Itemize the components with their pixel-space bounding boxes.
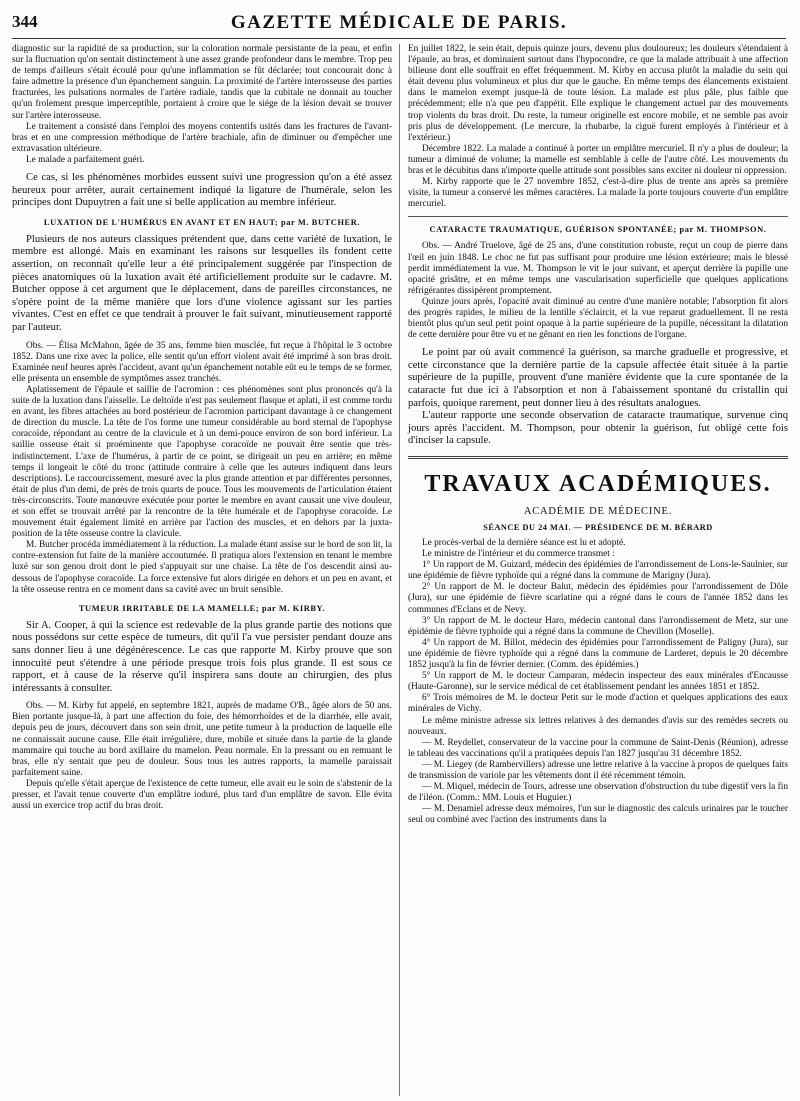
- paragraph: Le point par où avait commencé la guérison, sa marche graduelle et progressive, et cette circonstance que la dernière partie de la capsule affectée était située à la partie supérieure de la pupille, prouvent d'une manière évidente que la cure spontanée de la cataracte fut due ici à l'absorption et non à l'abaissement spontané du cristallin qui parfois, quoique rarement, peut donner lieu à des résultats analogues.: [408, 347, 788, 409]
- section-divider: [408, 456, 788, 459]
- academy-item: 1° Un rapport de M. Guizard, médecin des épidémies de l'arrondissement de Lons-le-Saulnier, sur une épidémie de fièvre typhoïde qui a régné dans la commune de Marigny (Jura).: [408, 560, 788, 582]
- section-heading-kirby: TUMEUR IRRITABLE DE LA MAMELLE; par M. KIRBY.: [78, 603, 326, 613]
- paragraph: Plusieurs de nos auteurs classiques prétendent que, dans cette variété de luxation, le membre est allongé. Mais en examinant les raisons sur lesquelles ils fondent cette assertion, on reconnaît qu'elle leur a été principalement suggérée par l'inspection de pièces anatomiques où la luxation avait été artificiellement produite sur le cadavre. M. Butcher oppose à cet argument que le déplacement, dans de pareilles circonstances, ne s'opère point de la même manière que lors d'une violence agissant sur les parties vivantes. C'est en effet ce que tendrait à prouver le fait suivant, minutieusement rapporté par l'auteur.: [12, 233, 392, 333]
- academy-item: — M. Reydellet, conservateur de la vaccine pour la commune de Saint-Denis (Réunion), adresse le tableau des vaccinations qu'il a pratiquées depuis l'an 1827 jusqu'au 31 décembre 1852.: [408, 737, 788, 759]
- paragraph: Depuis qu'elle s'était aperçue de l'existence de cette tumeur, elle avait eu le soin de s'abstenir de la presser, et l'avait tenue couverte d'un emplâtre ioduré, plus tard d'un emplâtre de savon. Elle évita aussi un exercice trop actif du bras droit.: [12, 778, 392, 812]
- page-header: [12, 12, 786, 39]
- academy-item: 3° Un rapport de M. le docteur Haro, médecin cantonal dans l'arrondissement de Metz, sur une épidémie de fièvre typhoïde qui a régné dans la commune de Chevillon (Moselle).: [408, 615, 788, 637]
- academy-item: Le même ministre adresse six lettres relatives à des demandes d'avis sur des remèdes secrets ou nouveaux.: [408, 715, 788, 737]
- academy-item: Le ministre de l'intérieur et du commerce transmet :: [422, 549, 615, 560]
- article-columns: [12, 44, 788, 1096]
- paragraph: diagnostic sur la rapidité de sa production, sur la coloration normale persistante de la peau, et enfin sur la fluctuation qu'on sentait distinctement à une assez grande profondeur dans le membre. Trop peu de temps d'ailleurs s'était écoulé pour qu'une inflammation se fût déclarée; tout concourait donc à faire admettre la présence d'un épanchement sanguin. La proximité de l'artère interosseuse des parties fracturées, les pulsations normales de l'artère radiale, tandis que la cubitale ne donnait au toucher qu'un frolement presque imperceptible, portaient à croire que le siége de la lésion devait se trouver sur l'artère interosseuse.: [12, 44, 392, 121]
- observation-paragraph: Obs. — M. Kirby fut appelé, en septembre 1821, auprès de madame O'B., âgée alors de 50 ans. Bien portante jusque-là, à part une affection du foie, des hémorrhoïdes et de la diarrhée, elle avait, depuis peu de jours, découvert dans son sein droit, une petite tumeur à la production de laquelle elle ne connaissait aucune cause. Elle était irrégulière, dure, mobile et située dans la partie de la glande mammaire qui touche au bord axillaire du mamelon. Peau normale. En la pressant ou en remuant le bras, elle n'y sentait que peu de douleur. Sous tous les autres rapports, la mamelle paraissait parfaitement saine.: [12, 701, 392, 778]
- paragraph: Quinze jours après, l'opacité avait diminué au centre d'une manière notable; l'absorption fit alors des progrès rapides, le milieu de la lentille s'éclaircit, et la vue reparut graduellement. Il ne resta bientôt plus qu'un seul petit point opaque à la partie supérieure de la pupille, nécessitant la dilatation de cette dernière pour être vu et ne gênant en rien les fonctions de l'organe.: [408, 296, 788, 341]
- observation-paragraph: Obs. — Élisa McMahon, âgée de 35 ans, femme bien musclée, fut reçue à l'hôpital le 3 octobre 1852. Dans une rixe avec la police, elle sentit qu'un effort violent avait été imprimé à son bras droit. Examinée neuf heures après l'accident, avant qu'un épanchement notable eût eu le temps de se former, elle présenta un ensemble de symptômes assez tranchés.: [12, 340, 392, 384]
- paragraph: Le traitement a consisté dans l'emploi des moyens contentifs usités dans les fractures de l'avant-bras et en une compression méthodique de l'artère brachiale, afin de diminuer ou d'empêcher une extravasation ultérieure.: [12, 121, 392, 154]
- observation-paragraph: Obs. — André Truelove, âgé de 25 ans, d'une constitution robuste, reçut un coup de pierre dans l'œil en juin 1848. Le choc ne fut pas suffisant pour produire une lésion extérieure; mais le blessé perdit immédiatement la vue. M. Thompson le vit le jour suivant, et aperçut derrière la pupille une opacité grisâtre, et en même temps une vascularisation superficielle que quelques applications réfrigérantes dissipèrent promptement.: [408, 241, 788, 296]
- paragraph: M. Kirby rapporte que le 27 novembre 1852, c'est-à-dire plus de trente ans après sa première visite, la tumeur a conservé les mêmes caractères. La malade la porte toujours couverte d'un emplâtre mercuriel.: [408, 177, 788, 210]
- paragraph: Aplatissement de l'épaule et saillie de l'acromion : ces phénomènes sont plus prononcés qu'à la suite de la luxation dans l'aisselle. Le deltoïde n'est pas seulement flasque et aplati, il est comme tordu en avant, les fibres attachées au bord postérieur de l'acromion participant davantage à ce changement de direction du muscle. La tête de l'os forme une tumeur considérable au bord sternal de l'apophyse coracoïde, répondant au centre de la clavicule et à un demi-pouce environ de son bord inférieur. La saillie osseuse était si proéminente que l'apophyse coracoïde ne pouvait être sentie que très-indistinctement. L'axe de l'humérus, à partir de ce point, se dirigeait un peu en arrière; en même temps il longeait le côté du tronc (attitude contraire à celle que les auteurs indiquent dans leurs descriptions). Le raccourcissement, mesuré avec la plus grande attention et par différentes personnes, était de plus d'un demi, de près de trois quarts de pouce. Tous les mouvements de l'articulation étaient très-circonscrits. Toute manœuvre exécutée pour porter le membre en avant causait une vive douleur, et son effet se trouvait arrêté par la rencontre de la tête humérale et de l'apophyse coracoïde. Le mouvement était également limité en arrière par l'action des muscles, et en dehors par la juxta-position de la tête osseuse contre la clavicule.: [12, 384, 392, 540]
- left-column: [12, 44, 400, 1096]
- academy-item: Le procès-verbal de la dernière séance est lu et adopté.: [422, 538, 626, 548]
- academy-item: 6° Trois mémoires de M. le docteur Petit sur le mode d'action et quelques applications des eaux minérales de Vichy.: [408, 693, 788, 715]
- paragraph: En juillet 1822, le sein était, depuis quinze jours, devenu plus douloureux; les douleurs s'étendaient à l'épaule, au bras, et dominaient surtout dans l'hypocondre, ce que la malade attribuait à une affection bilieuse dont elle souffrait en effet fréquemment. M. Kirby en accusa plutôt la maladie du sein qui était devenu plus volumineux et plus dur que le gauche. En même temps des élancements existaient dans le mamelon exempt jusque-là de toute lésion. La malade est plus pâle, plus faible que précédemment; elle n'a que peu d'appétit. Elle explique le changement actuel par des mouvements trop violents du bras droit. Du reste, la tumeur originelle est encore mobile, et ne semble pas avoir pris plus de développement. (Le mercure, la rhubarbe, la ciguë furent employés à l'intérieur et à l'extérieur.): [408, 44, 788, 143]
- paragraph: Décembre 1822. La malade a continué à porter un emplâtre mercuriel. Il n'y a plus de douleur; la tumeur a diminué de volume; la mamelle est semblable à celle de l'autre côté. Les mouvements du bras et le décubitus dans n'importe quelle attitude sont possibles sans exciter ni douleur ni oppression.: [408, 143, 788, 177]
- right-column: [400, 44, 788, 1096]
- section-heading-thompson: CATARACTE TRAUMATIQUE, GUÉRISON SPONTANÉE; par M. THOMPSON.: [429, 225, 767, 235]
- paragraph: Sir A. Cooper, à qui la science est redevable de la plus grande partie des notions que nous possédons sur cette espèce de tumeurs, dit qu'il l'a vue persister pendant douze ans sans donner lieu à une dégénérescence. Le cas que rapporte M. Kirby prouve que son innocuité peut s'étendre à une période presque trois fois plus grande. Il est sous ce rapport, et à cause de la réserve qu'il inspirera sans doute au chirurgien, des plus intéressants à consulter.: [12, 619, 392, 694]
- seance-heading: SÉANCE DU 24 MAI. — PRÉSIDENCE DE M. BÉRARD: [483, 523, 713, 532]
- academy-item: — M. Denamiel adresse deux mémoires, l'un sur le diagnostic des calculs urinaires par le toucher seul ou combiné avec l'action des instruments dans la: [408, 804, 788, 826]
- paragraph: L'auteur rapporte une seconde observation de cataracte traumatique, survenue cinq jours après l'accident. M. Thompson, pour obtenir la guérison, fut obligé cette fois d'inciser la capsule.: [408, 410, 788, 447]
- academy-item: — M. Liegey (de Rambervillers) adresse une lettre relative à la vaccine à propos de quelques faits de transmission de variole par les vêtements dont il été récemment témoin.: [408, 759, 788, 781]
- academie-heading: ACADÉMIE DE MÉDECINE.: [523, 506, 673, 517]
- paragraph: Ce cas, si les phénomènes morbides eussent suivi une progression qu'on a été assez heureux pour arrêter, aurait certainement indiqué la ligature de l'humérale, selon les principes dont Dupuytren a fait une si belle application au membre inférieur.: [12, 172, 392, 209]
- academy-item: 2° Un rapport de M. le docteur Balut, médecin des épidémies pour l'arrondissement de Dôle (Jura), sur une épidémie de fièvre scarlatine qui a régné dans le cours de l'année 1852 dans les communes d'Eclans et de Nevy.: [408, 582, 788, 615]
- paragraph: Le malade a parfaitement guéri.: [26, 154, 145, 165]
- travaux-academiques-title: TRAVAUX ACADÉMIQUES.: [424, 471, 772, 497]
- section-rule: [408, 216, 788, 217]
- academy-item: 5° Un rapport de M. le docteur Camparan, médecin inspecteur des eaux minérales d'Encausse (Haute-Garonne), sur le service médical de cet établissement pendant les années 1851 et 1852.: [408, 671, 788, 693]
- paragraph: M. Butcher procéda immédiatement à la réduction. La malade étant assise sur le bord de son lit, la contre-extension fut faite de la manière accoutumée. Il pratiqua alors l'extension en tenant le membre luxé sur son genou droit dont le pied s'appuyait sur une chaise. La tête de l'os descendit ainsi au-dessous de l'apophyse coracoïde. La force extensive fut alors dirigée en dehors et un peu en avant, et la tête osseuse rentra en ce moment dans sa cavité avec un bruit sensible.: [12, 540, 392, 595]
- academy-item: 4° Un rapport de M. Billot, médecin des épidémies pour l'arrondissement de Paligny (Jura), sur une épidémie de fièvre typhoïde qui a régné dans la commune de Larderet, depuis le 20 décembre 1852 jusqu'à la fin de février dernier. (Comm. des épidémies.): [408, 637, 788, 671]
- section-heading-butcher: LUXATION DE L'HUMÉRUS EN AVANT ET EN HAUT; par M. BUTCHER.: [43, 217, 361, 227]
- journal-title: GAZETTE MÉDICALE DE PARIS.: [230, 12, 568, 33]
- page-number: 344: [12, 12, 38, 31]
- academy-item: — M. Miquel, médecin de Tours, adresse une observation d'obstruction du tube digestif vers la fin de l'iléon. (Comm.: MM. Louis et Huguier.): [408, 782, 788, 804]
